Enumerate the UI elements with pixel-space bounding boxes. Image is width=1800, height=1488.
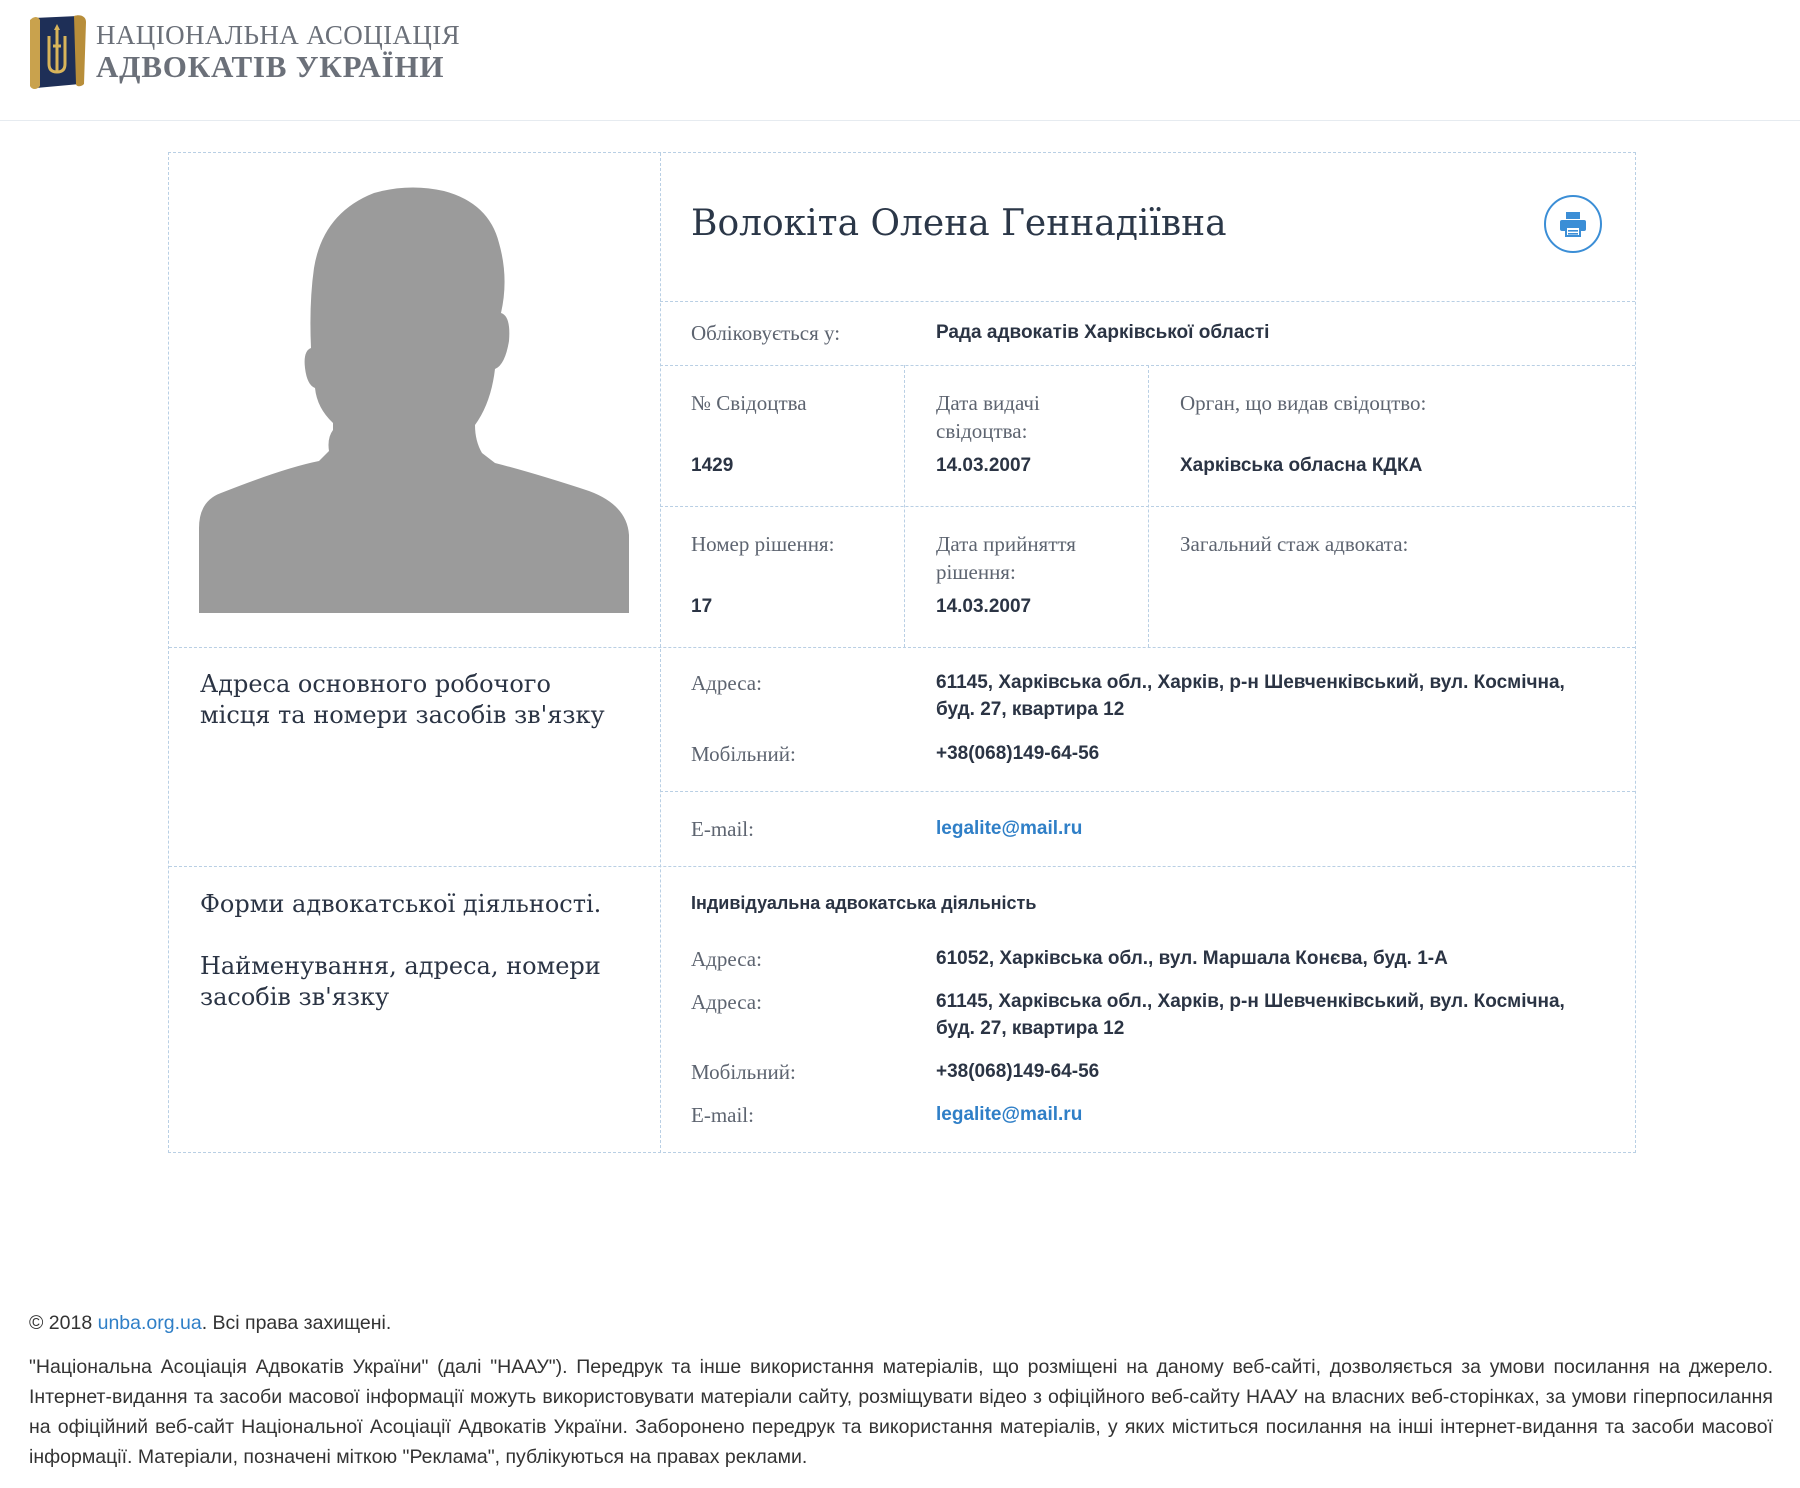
site-header	[0, 0, 1800, 121]
practice-form-value: Індивідуальна адвокатська діяльність	[691, 893, 1037, 913]
decision-no-value: 17	[691, 596, 713, 617]
unba-emblem-icon	[28, 14, 90, 90]
unba-logo[interactable]	[28, 14, 460, 90]
copyright-suffix: . Всі права захищені.	[201, 1312, 392, 1334]
workplace-address-label: Адреса:	[691, 671, 762, 695]
certificate-no-label: № Свідоцтва	[691, 391, 807, 415]
lawyer-name: Волокіта Олена Геннадіївна	[691, 203, 1227, 244]
workplace-address-value: 61145, Харківська обл., Харків, р-н Шевченківський, вул. Космічна, буд. 27, квартира 12	[936, 672, 1565, 720]
copyright-prefix: © 2018	[29, 1312, 98, 1334]
practice-address2-value: 61145, Харківська обл., Харків, р-н Шевченківський, вул. Космічна, буд. 27, квартира 12	[936, 991, 1565, 1039]
workplace-section-title: Адреса основного робочого місця та номери засобів зв'язку	[200, 670, 605, 729]
logo-line2: АДВОКАТІВ УКРАЇНИ	[96, 49, 445, 84]
footer-disclaimer: "Національна Асоціація Адвокатів України" (далі "НААУ"). Передрук та інше використання матеріалів, що розміщені на даному веб-сайті, дозволяється за умови посилання на джерело. Інтернет-видання та засоби масової інформації можуть використовувати матеріали сайту, розміщувати відео з офіційного веб-сайту НААУ на власних веб-сторінках, за умови гіперпосилання на офіційний веб-сайт Національної Асоціації Адвокатів України. Заборонено передрук та використання матеріалів, у яких міститься посилання на інші інтернет-видання та засоби масової інформації. Матеріали, позначені міткою "Реклама", публікуються на правах реклами.	[29, 1356, 1773, 1468]
workplace-email-label: E-mail:	[691, 817, 754, 841]
issue-date-label: Дата видачі свідоцтва:	[936, 391, 1040, 443]
experience-label: Загальний стаж адвоката:	[1180, 532, 1409, 556]
logo-line1: НАЦІОНАЛЬНА АСОЦІАЦІЯ	[96, 20, 461, 50]
workplace-mobile-value: +38(068)149-64-56	[936, 743, 1100, 764]
practice-address1-value: 61052, Харківська обл., вул. Маршала Конєва, буд. 1-А	[936, 948, 1448, 969]
divider	[660, 365, 1635, 366]
practice-email-link[interactable]: legalite@mail.ru	[936, 1104, 1083, 1125]
practice-address1-label: Адреса:	[691, 947, 762, 971]
issuer-label: Орган, що видав свідоцтво:	[1180, 391, 1427, 415]
divider	[169, 866, 1635, 867]
copyright	[29, 1308, 1773, 1338]
decision-date-label: Дата прийняття рішення:	[936, 532, 1076, 584]
avatar-placeholder	[199, 183, 629, 613]
unba-site-link[interactable]: unba.org.ua	[97, 1312, 202, 1334]
decision-no-label: Номер рішення:	[691, 532, 835, 556]
practice-mobile-label: Мобільний:	[691, 1060, 796, 1084]
practice-mobile-value: +38(068)149-64-56	[936, 1061, 1100, 1082]
workplace-email-link[interactable]: legalite@mail.ru	[936, 818, 1083, 839]
divider	[169, 647, 1635, 648]
divider	[660, 791, 1635, 792]
issue-date-value: 14.03.2007	[936, 455, 1032, 476]
divider	[660, 153, 661, 1153]
lawyer-card	[168, 152, 1636, 1153]
registered-label: Обліковується у:	[691, 321, 841, 345]
divider	[660, 301, 1635, 302]
printer-icon	[1558, 210, 1588, 238]
practice-email-label: E-mail:	[691, 1103, 754, 1127]
workplace-mobile-label: Мобільний:	[691, 742, 796, 766]
print-button[interactable]	[1544, 195, 1602, 253]
divider	[660, 506, 1635, 507]
decision-date-value: 14.03.2007	[936, 596, 1032, 617]
practice-contacts-title: Найменування, адреса, номери засобів зв'язку	[200, 952, 601, 1011]
practice-address2-label: Адреса:	[691, 990, 762, 1014]
practice-forms-title: Форми адвокатської діяльності.	[200, 890, 602, 918]
registered-value: Рада адвокатів Харківської області	[936, 322, 1270, 343]
certificate-no-value: 1429	[691, 455, 734, 476]
site-footer	[29, 1308, 1773, 1472]
issuer-value: Харківська обласна КДКА	[1180, 455, 1423, 476]
